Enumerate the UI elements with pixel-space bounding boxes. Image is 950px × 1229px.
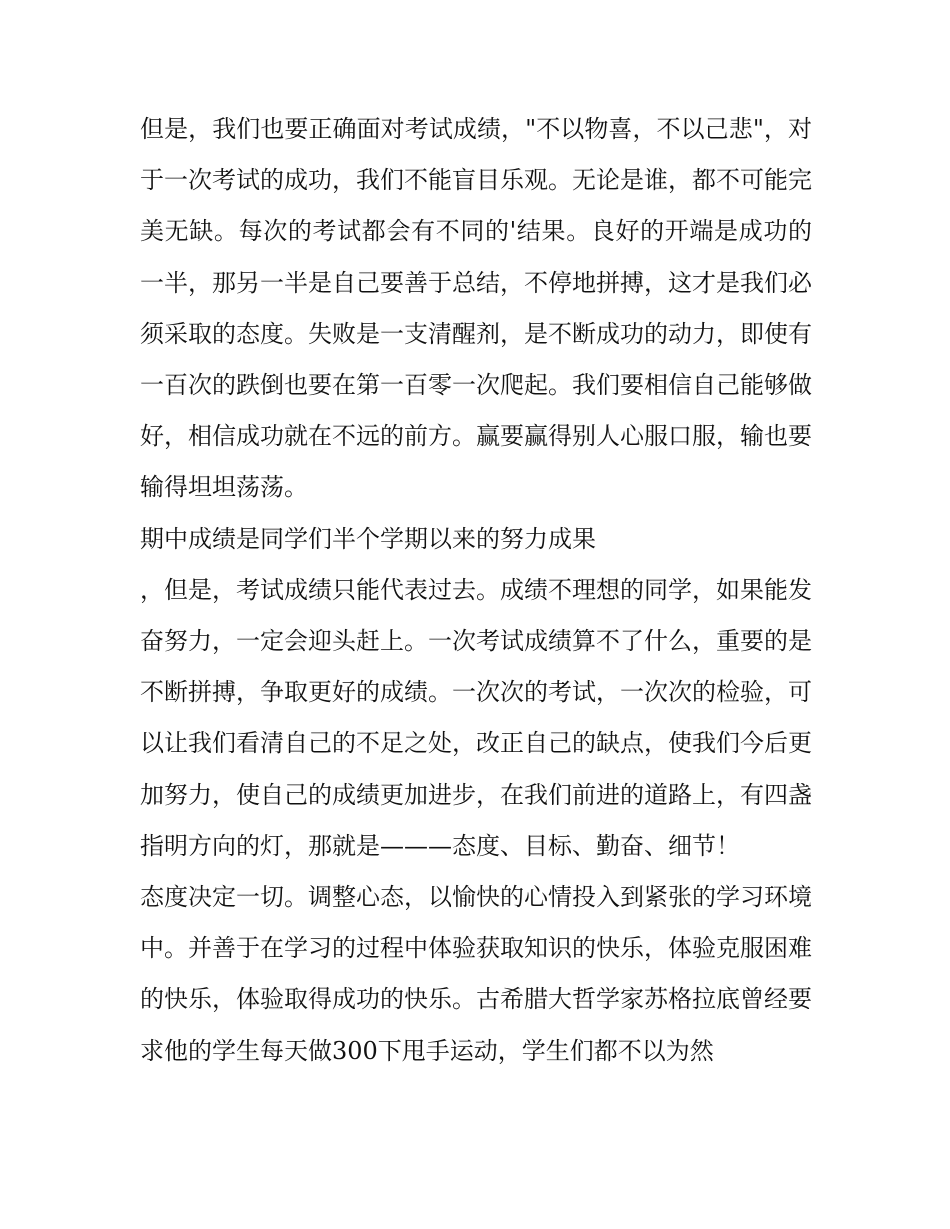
paragraph-exam-attitude: 但是，我们也要正确面对考试成绩，"不以物喜，不以己悲"，对于一次考试的成功，我们不能盲目乐观。无论是谁，都不可能完美无缺。每次的考试都会有不同的'结果。良好的开端是成功的一半，那另一半是自己要善于总结，不停地拼搏，这才是我们必须采取的态度。失败是一支清醒剂，是不断成功的动力，即使有一百次的跌倒也要在第一百零一次爬起。我们要相信自己能够做好，相信成功就在不远的前方。赢要赢得别人心服口服，输也要输得坦坦荡荡。	[140, 115, 812, 502]
paragraph-past-results: ，但是，考试成绩只能代表过去。成绩不理想的同学，如果能发奋努力，一定会迎头赶上。一次考试成绩算不了什么，重要的是不断拼搏，争取更好的成绩。一次次的考试，一次次的检验，可以让我们看清自己的不足之处，改正自己的缺点，使我们今后更加努力，使自己的成绩更加进步，在我们前进的道路上，有四盏指明方向的灯，那就是———态度、目标、勤奋、细节！	[140, 575, 812, 860]
paragraph-midterm-heading: 期中成绩是同学们半个学期以来的努力成果	[140, 524, 596, 553]
document-body	[140, 104, 812, 1077]
paragraph-attitude-decides: 态度决定一切。调整心态，以愉快的心情投入到紧张的学习环境中。并善于在学习的过程中体验获取知识的快乐，体验克服困难的快乐，体验取得成功的快乐。古希腊大哲学家苏格拉底曾经要求他的学生每天做300下甩手运动，学生们都不以为然	[140, 883, 812, 1065]
